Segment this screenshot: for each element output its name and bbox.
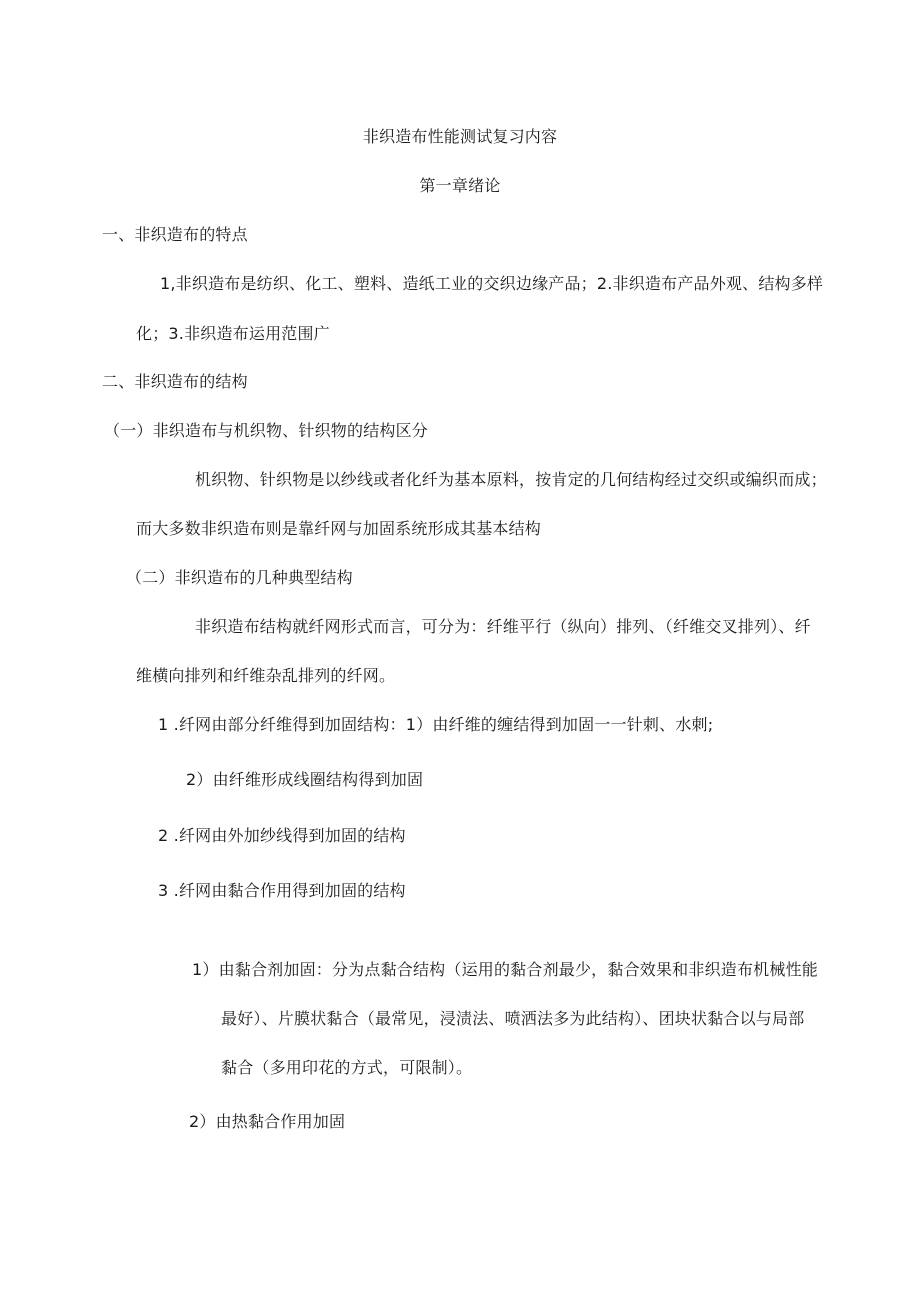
paragraph-typical-line-1: 非织造布结构就纤网形式而言，可分为：纤维平行（纵向）排列、（纤维交叉排列）、纤 [195,617,811,636]
list-item-3-sub-1-line-2: 最好）、片膜状黏合（最常见，浸渍法、喷洒法多为此结构）、团块状黏合以与局部 [221,1009,805,1028]
list-item-1-line-1: 1 .纤网由部分纤维得到加固结构：1）由纤维的缠结得到加固一一针刺、水刺; [158,715,714,734]
list-item-1-line-2: 2）由纤维形成线圈结构得到加固 [186,770,424,789]
chapter-title: 第一章绪论 [419,176,501,195]
subsection-heading-typical-structures: （二）非织造布的几种典型结构 [126,568,353,587]
section-heading-features: 一、非织造布的特点 [102,225,248,244]
paragraph-comparison-line-1: 机织物、针织物是以纱线或者化纤为基本原料，按肯定的几何结构经过交织或编织而成； [195,470,827,489]
list-item-3-sub-2: 2）由热黏合作用加固 [189,1112,346,1131]
list-item-3-sub-1-line-1: 1）由黏合剂加固：分为点黏合结构（运用的黏合剂最少，黏合效果和非织造布机械性能 [192,960,818,979]
section-heading-structure: 二、非织造布的结构 [102,372,248,391]
paragraph-features-line-2: 化；3.非织造布运用范围广 [136,324,330,343]
paragraph-typical-line-2: 维横向排列和纤维杂乱排列的纤网。 [136,666,396,685]
paragraph-features-line-1: 1,非织造布是纺织、化工、塑料、造纸工业的交织边缘产品；2.非织造布产品外观、结构多样 [160,274,824,293]
paragraph-comparison-line-2: 而大多数非织造布则是靠纤网与加固系统形成其基本结构 [136,519,542,538]
list-item-3: 3 .纤网由黏合作用得到加固的结构 [158,881,406,900]
subsection-heading-comparison: （一）非织造布与机织物、针织物的结构区分 [104,421,429,440]
document-title: 非织造布性能测试复习内容 [362,127,558,146]
list-item-3-sub-1-line-3: 黏合（多用印花的方式，可限制）。 [221,1058,473,1077]
list-item-2: 2 .纤网由外加纱线得到加固的结构 [158,826,406,845]
